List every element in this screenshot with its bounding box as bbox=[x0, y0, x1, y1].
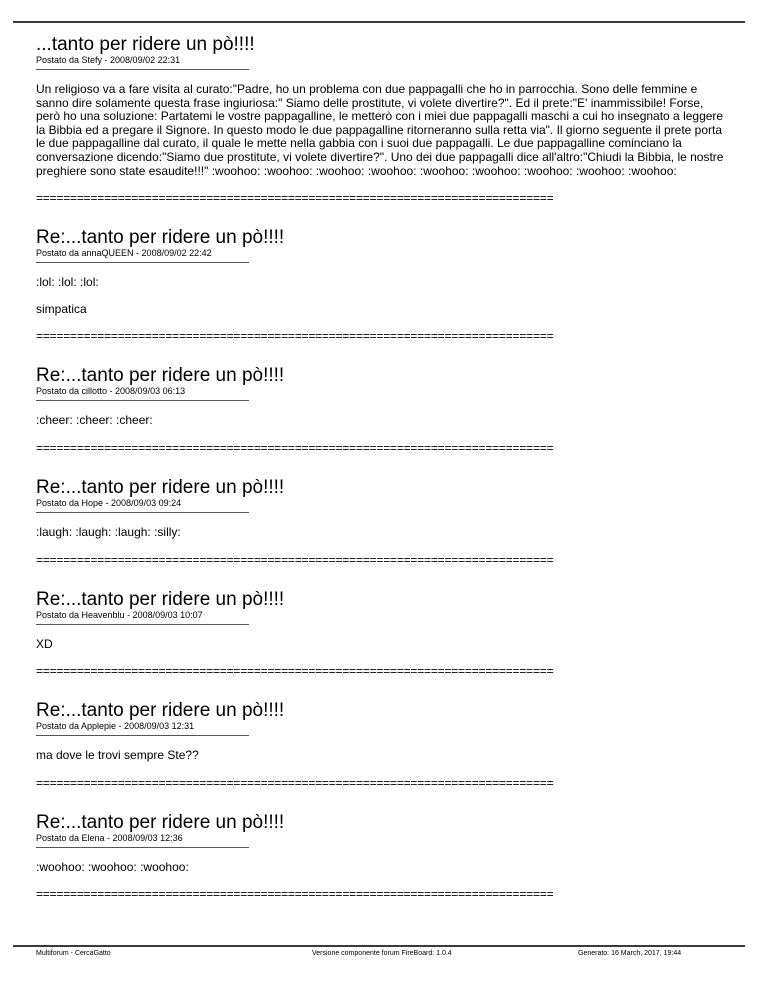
post-title: Re:...tanto per ridere un pò!!!! bbox=[36, 365, 285, 387]
top-rule bbox=[13, 21, 745, 23]
post-separator: ============================================================================ bbox=[36, 775, 554, 790]
forum-post bbox=[36, 365, 736, 455]
forum-post bbox=[36, 812, 736, 902]
post-body bbox=[36, 414, 726, 428]
post-body bbox=[36, 638, 726, 652]
post-title: Re:...tanto per ridere un pò!!!! bbox=[36, 227, 285, 249]
post-paragraph: ma dove le trovi sempre Ste?? bbox=[36, 748, 199, 763]
post-meta: Postato da Elena - 2008/09/03 12:36 bbox=[36, 832, 183, 843]
meta-divider bbox=[36, 847, 249, 848]
post-title: ...tanto per ridere un pò!!!! bbox=[36, 34, 255, 55]
forum-post bbox=[36, 477, 736, 567]
post-list bbox=[36, 34, 736, 901]
meta-divider bbox=[36, 400, 249, 401]
post-meta: Postato da Hope - 2008/09/03 09:24 bbox=[36, 497, 182, 508]
post-paragraph: :laugh: :laugh: :laugh: :silly: bbox=[36, 524, 181, 539]
post-body bbox=[36, 861, 726, 875]
footer-version: Versione componente forum FireBoard: 1.0.4 bbox=[312, 950, 452, 957]
bottom-rule bbox=[13, 945, 745, 947]
post-paragraph: simpatica bbox=[36, 301, 87, 316]
forum-post bbox=[36, 589, 736, 679]
forum-post bbox=[36, 700, 736, 790]
post-paragraph: :cheer: :cheer: :cheer: bbox=[36, 413, 153, 428]
forum-post bbox=[36, 34, 736, 205]
meta-divider bbox=[36, 512, 249, 513]
post-title: Re:...tanto per ridere un pò!!!! bbox=[36, 700, 285, 722]
post-title: Re:...tanto per ridere un pò!!!! bbox=[36, 476, 285, 498]
post-separator: ============================================================================ bbox=[36, 887, 554, 902]
post-paragraph: :woohoo: :woohoo: :woohoo: bbox=[36, 859, 189, 874]
post-separator: ============================================================================ bbox=[36, 440, 554, 455]
post-separator: ============================================================================ bbox=[36, 552, 554, 567]
meta-divider bbox=[36, 624, 249, 625]
post-separator: ============================================================================ bbox=[36, 329, 554, 344]
post-meta: Postato da Applepie - 2008/09/03 12:31 bbox=[36, 721, 195, 732]
post-meta: Postato da cillotto - 2008/09/03 06:13 bbox=[36, 386, 186, 397]
post-body bbox=[36, 83, 726, 178]
post-meta: Postato da annaQUEEN - 2008/09/02 22:42 bbox=[36, 248, 212, 259]
post-meta: Postato da Heavenblu - 2008/09/03 10:07 bbox=[36, 609, 203, 620]
footer-generated: Generato: 16 March, 2017, 19:44 bbox=[578, 950, 682, 957]
post-separator: ============================================================================ bbox=[36, 191, 554, 206]
post-paragraph: :lol: :lol: :lol: bbox=[36, 275, 99, 290]
forum-post bbox=[36, 227, 736, 343]
post-meta: Postato da Stefy - 2008/09/02 22:31 bbox=[36, 55, 181, 65]
post-separator: ============================================================================ bbox=[36, 664, 554, 679]
post-body bbox=[36, 749, 726, 763]
post-body bbox=[36, 276, 726, 316]
footer-site-name: Multiforum - CercaGatto bbox=[36, 950, 111, 957]
post-title: Re:...tanto per ridere un pò!!!! bbox=[36, 811, 285, 833]
meta-divider bbox=[36, 69, 249, 70]
post-title: Re:...tanto per ridere un pò!!!! bbox=[36, 588, 285, 610]
post-body bbox=[36, 526, 726, 540]
meta-divider bbox=[36, 262, 249, 263]
post-paragraph: Un religioso va a fare visita al curato:"Padre, ho un problema con due pappagalli che ho in parrocchia. Sono delle femmine e sanno dire solamente questa frase ingiuriosa:" Siamo delle prostitute, vi volete divertire?". Ed il prete:"E' inammissibile! Forse, però ho una soluzione: Partatemi le vostre pappagalline, le metterò con i miei due pappagalli maschi a cui ho insegnato a leggere la Bibbia ed a pregare il Signore. In questo modo le due pappagalline ritorneranno sulla retta via". Il giorno seguente il prete porta le due pappagalline dal curato, il quale le mette nella gabbia con i suoi due pappagalli. Le due pappagalline cominciano la conversazione dicendo:"Siamo due prostitute, vi volete divertire?". Uno dei due pappagalli dice all'altro:"Chiudi la Bibbia, le nostre preghiere sono state esaudite!!!" :woohoo: :woohoo: :woohoo: :woohoo: :woohoo: :woohoo: :woohoo: :woohoo: :woohoo: bbox=[36, 82, 724, 178]
post-paragraph: XD bbox=[36, 636, 53, 651]
meta-divider bbox=[36, 735, 249, 736]
